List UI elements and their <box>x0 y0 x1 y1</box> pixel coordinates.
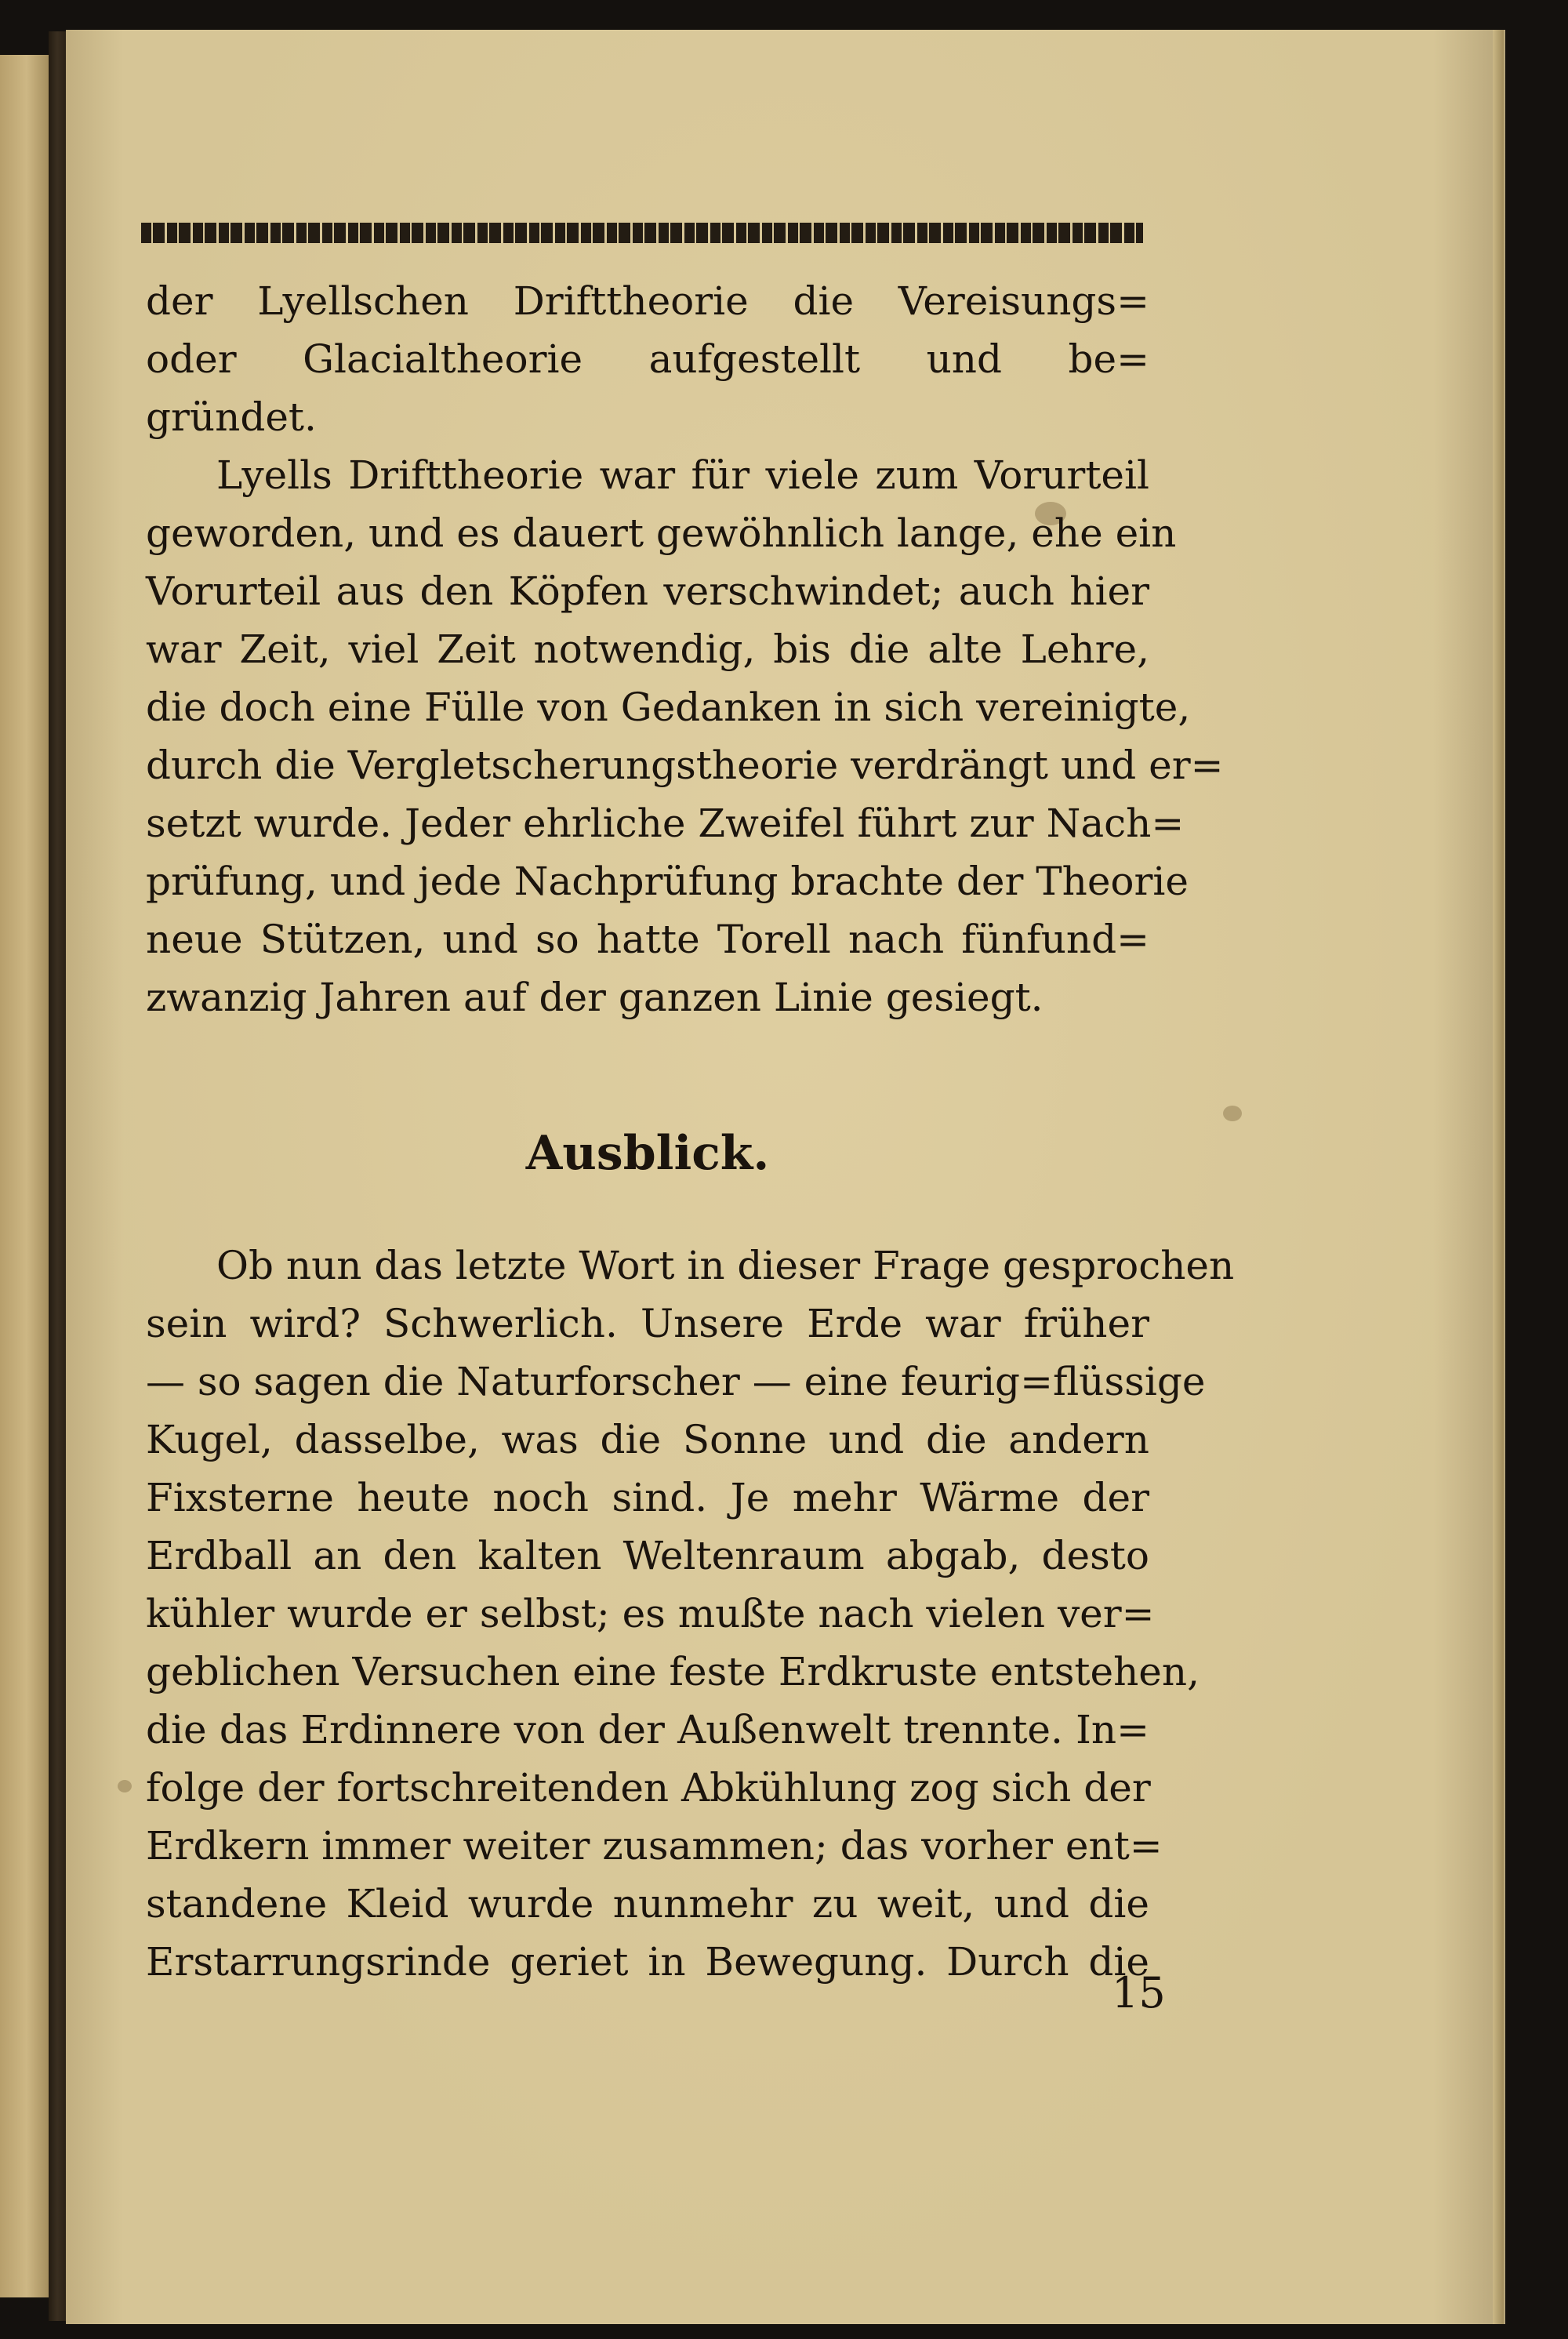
text-line: oder Glacialtheorie aufgestellt und be= <box>146 336 1149 382</box>
text-line: prüfung, und jede Nachprüfung brachte der Theorie <box>146 859 1189 904</box>
text-line: die das Erdinnere von der Außenwelt trennte. In= <box>146 1707 1149 1752</box>
text-line: durch die Vergletscherungstheorie verdrängt und er= <box>146 743 1224 788</box>
text-line: setzt wurde. Jeder ehrliche Zweifel führt zur Nach= <box>146 801 1185 846</box>
text-line: Erstarrungsrinde geriet in Bewegung. Durch die <box>146 1939 1149 1985</box>
text-line: standene Kleid wurde nunmehr zu weit, und die <box>146 1881 1149 1927</box>
text-line: Fixsterne heute noch sind. Je mehr Wärme der <box>146 1475 1149 1520</box>
text-line: geblichen Versuchen eine feste Erdkruste entstehen, <box>146 1649 1200 1694</box>
page-number: 15 <box>1112 1968 1166 2018</box>
text-line: sein wird? Schwerlich. Unsere Erde war früher <box>146 1301 1149 1346</box>
text-line: Ob nun das letzte Wort in dieser Frage gesprochen <box>216 1243 1235 1288</box>
text-line: — so sagen die Naturforscher — eine feurig=flüssige <box>146 1359 1206 1404</box>
text-line: Lyells Drifttheorie war für viele zum Vorurteil <box>216 452 1149 498</box>
text-line: die doch eine Fülle von Gedanken in sich vereinigte, <box>146 685 1191 730</box>
text-line: der Lyellschen Drifttheorie die Vereisungs= <box>146 278 1149 324</box>
left-page-edge <box>0 55 49 2297</box>
text-line: Kugel, dasselbe, was die Sonne und die andern <box>146 1417 1149 1462</box>
text-line: gründet. <box>146 394 317 440</box>
text-line: Erdkern immer weiter zusammen; das vorher ent= <box>146 1823 1163 1869</box>
text-line: neue Stützen, und so hatte Torell nach fünfund= <box>146 917 1149 962</box>
right-page-edge <box>1493 30 1504 2324</box>
text-line: Vorurteil aus den Köpfen verschwindet; auch hier <box>146 568 1149 614</box>
text-line: geworden, und es dauert gewöhnlich lange, ehe ein <box>146 510 1177 556</box>
text-line: zwanzig Jahren auf der ganzen Linie gesiegt. <box>146 975 1044 1020</box>
text-line: Erdball an den kalten Weltenraum abgab, desto <box>146 1533 1149 1578</box>
header-ornament-rule <box>141 223 1143 243</box>
text-line: war Zeit, viel Zeit notwendig, bis die alte Lehre, <box>146 627 1149 672</box>
text-line: folge der fortschreitenden Abkühlung zog sich der <box>146 1765 1151 1811</box>
book-gutter <box>49 31 66 2321</box>
text-line: kühler wurde er selbst; es mußte nach vielen ver= <box>146 1591 1155 1636</box>
paper-stain <box>1223 1106 1242 1121</box>
paper-stain <box>118 1780 132 1792</box>
section-heading: Ausblick. <box>525 1126 770 1181</box>
